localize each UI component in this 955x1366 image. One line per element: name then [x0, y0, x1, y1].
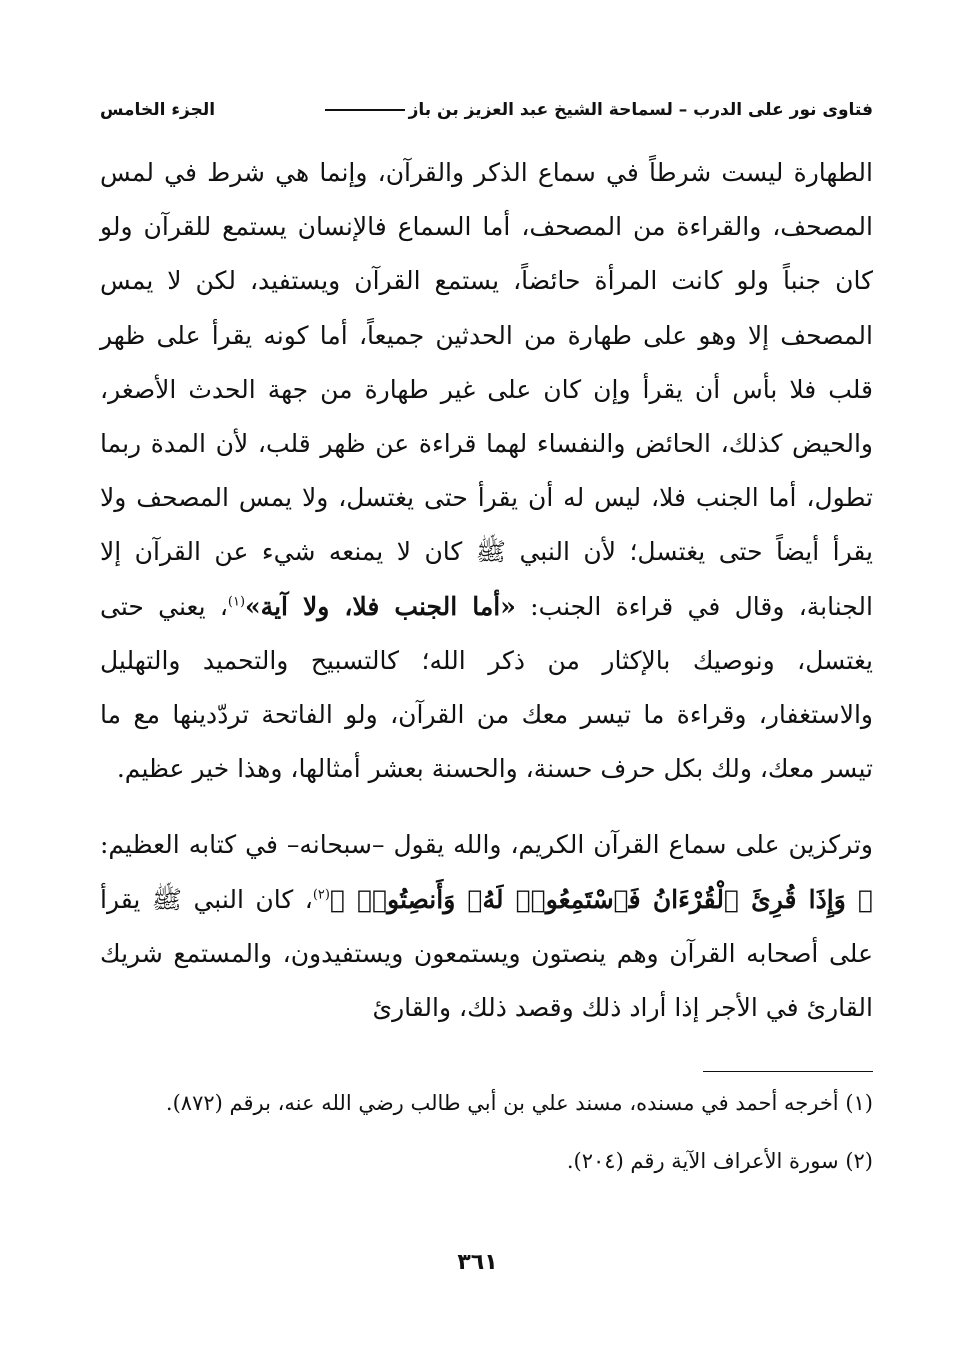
- paragraph-2-text-before: وتركزين على سماع القرآن الكريم، والله يقول –سبحانه– في كتابه العظيم:: [100, 830, 873, 860]
- footnote-separator: [703, 1071, 873, 1072]
- hadith-quote: «أما الجنب فلا، ولا آية»: [245, 591, 516, 621]
- header-volume: الجزء الخامس: [100, 100, 216, 120]
- paragraph-2-text-after: ، كان النبي ﷺ يقرأ على أصحابه القرآن وهم ينصتون ويستمعون ويستفيدون، والمستمع شريك القارئ في الأجر إذا أراد ذلك وقصد ذلك، والقارئ: [100, 884, 873, 1023]
- paragraph-1-text-before: الطهارة ليست شرطاً في سماع الذكر والقرآن، وإنما هي شرط في لمس المصحف، والقراءة من المصحف، أما السماع فالإنسان يستمع للقرآن ولو كان جنباً ولو كانت المرأة حائضاً، يستمع القرآن ويستفيد، لكن لا يمس المصحف إلا وهو على طهارة من الحدثين جميعاً، أما كونه يقرأ على ظهر قلب فلا بأس أن يقرأ وإن كان على غير طهارة من جهة الحدث الأصغر، والحيض كذلك، الحائض والنفساء لهما قراءة عن ظهر قلب، لأن المدة ربما تطول، أما الجنب فلا، ليس له أن يقرأ حتى يغتسل، ولا يمس المصحف ولا يقرأ أيضاً حتى يغتسل؛ لأن النبي ﷺ كان لا يمنعه شيء عن القرآن إلا الجنابة، وقال في قراءة الجنب:: [100, 158, 873, 621]
- header-book-title: [321, 100, 873, 120]
- footnote-ref-1[interactable]: (١): [227, 594, 246, 610]
- footnote-2: (٢) سورة الأعراف الآية رقم (٢٠٤).: [566, 1149, 873, 1173]
- header-rule: [325, 109, 405, 111]
- paragraph-2: [100, 818, 873, 1035]
- body-text: [100, 146, 873, 1035]
- quran-verse: ﴿ وَإِذَا قُرِئَ ٱلْقُرْءَانُ فَٱسْتَمِعُوا۟ لَهُۥ وَأَنصِتُوا۟ ﴾: [329, 884, 873, 914]
- footnotes: [100, 1080, 873, 1184]
- page-number: ٣٦١: [457, 1250, 498, 1275]
- footnote-1: (١) أخرجه أحمد في مسنده، مسند علي بن أبي طالب رضي الله عنه، برقم (٨٧٢).: [165, 1091, 873, 1115]
- running-header: [100, 96, 873, 124]
- paragraph-1: [100, 146, 873, 796]
- paragraph-1-text-after: ، يعني حتى يغتسل، ونوصيك بالإكثار من ذكر الله؛ كالتسبيح والتحميد والتهليل والاستغفار، وقراءة ما تيسر معك من القرآن، ولو الفاتحة تردّدينها مع ما تيسر معك، ولك بكل حرف حسنة، والحسنة بعشر أمثالها، وهذا خير عظيم.: [100, 591, 873, 784]
- header-book-title-text: فتاوى نور على الدرب – لسماحة الشيخ عبد العزيز بن باز: [408, 100, 873, 120]
- footnote-ref-2[interactable]: (٢): [312, 887, 330, 903]
